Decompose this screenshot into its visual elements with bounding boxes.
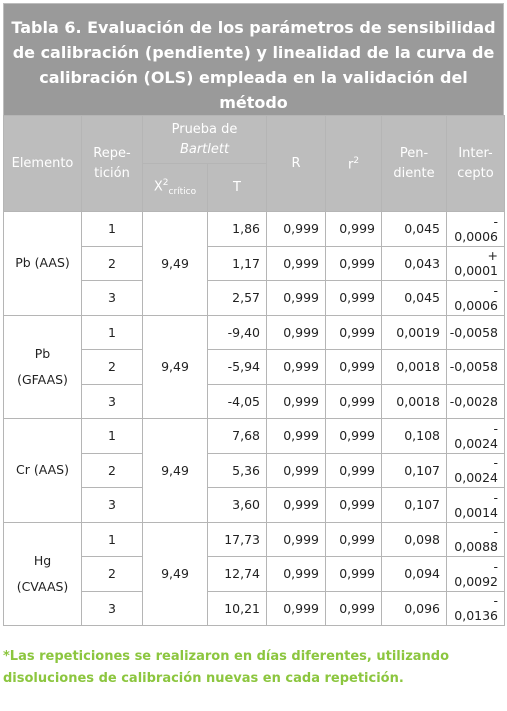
repeticion-cell: 3	[82, 281, 143, 316]
t-cell: 1,86	[208, 212, 267, 247]
pendiente-cell: 0,045	[382, 212, 447, 247]
header-r: R	[267, 116, 326, 212]
r-cell: 0,999	[267, 281, 326, 316]
t-cell: 17,73	[208, 522, 267, 557]
table-row	[4, 522, 505, 557]
r-cell: 0,999	[267, 488, 326, 523]
header-r2-label: r	[347, 157, 354, 173]
header-intercepto	[447, 116, 505, 212]
r2-cell: 0,999	[326, 522, 382, 557]
r2-cell: 0,999	[326, 246, 382, 281]
r-cell: 0,999	[267, 350, 326, 385]
header-t: T	[208, 164, 267, 212]
r2-cell: 0,999	[326, 315, 382, 350]
header-x2-sup: 2	[162, 178, 169, 189]
r-cell: 0,999	[267, 315, 326, 350]
element-cell	[4, 522, 82, 626]
element-name: Pb	[34, 345, 51, 361]
header-x2-label: X	[153, 179, 163, 195]
pendiente-cell: 0,043	[382, 246, 447, 281]
repeticion-cell: 1	[82, 212, 143, 247]
repeticion-cell: 3	[82, 488, 143, 523]
repeticion-cell: 2	[82, 350, 143, 385]
footnote: *Las repeticiones se realizaron en días diferentes, utilizando disoluciones de calibración nuevas en cada repetición.	[3, 649, 450, 686]
intercepto-cell: -0,0058	[447, 350, 505, 385]
intercepto-cell: - 0,0006	[447, 212, 505, 247]
table-body	[4, 212, 505, 626]
r-cell: 0,999	[267, 419, 326, 454]
repeticion-cell: 1	[82, 419, 143, 454]
intercepto-cell: + 0,0001	[447, 246, 505, 281]
repeticion-cell: 1	[82, 315, 143, 350]
repeticion-cell: 2	[82, 453, 143, 488]
repeticion-cell: 3	[82, 384, 143, 419]
header-x2-sub: crítico	[168, 186, 197, 197]
header-repeticion-label: Repe- tición	[93, 145, 131, 181]
r-cell: 0,999	[267, 384, 326, 419]
element-name: Pb (AAS)	[15, 255, 70, 271]
r-cell: 0,999	[267, 246, 326, 281]
intercepto-cell: - 0,0136	[447, 591, 505, 626]
header-repeticion	[82, 116, 143, 212]
t-cell: -4,05	[208, 384, 267, 419]
table-row	[4, 212, 505, 247]
pendiente-cell: 0,0019	[382, 315, 447, 350]
r-cell: 0,999	[267, 557, 326, 592]
intercepto-cell: - 0,0088	[447, 522, 505, 557]
r2-cell: 0,999	[326, 419, 382, 454]
r2-cell: 0,999	[326, 350, 382, 385]
header-pendiente	[382, 116, 447, 212]
header-intercepto-label: Inter- cepto	[457, 145, 494, 181]
repeticion-cell: 2	[82, 557, 143, 592]
repeticion-cell: 3	[82, 591, 143, 626]
t-cell: 2,57	[208, 281, 267, 316]
r-cell: 0,999	[267, 212, 326, 247]
table-row	[4, 419, 505, 454]
element-technique: (CVAAS)	[16, 578, 69, 594]
r2-cell: 0,999	[326, 281, 382, 316]
r2-cell: 0,999	[326, 212, 382, 247]
r-cell: 0,999	[267, 522, 326, 557]
intercepto-cell: - 0,0006	[447, 281, 505, 316]
element-name: Hg	[33, 552, 52, 568]
table-row	[4, 315, 505, 350]
header-pendiente-label: Pen- diente	[393, 145, 435, 181]
pendiente-cell: 0,098	[382, 522, 447, 557]
header-r2-sup: 2	[353, 156, 360, 167]
intercepto-cell: - 0,0014	[447, 488, 505, 523]
t-cell: 12,74	[208, 557, 267, 592]
pendiente-cell: 0,045	[382, 281, 447, 316]
pendiente-cell: 0,094	[382, 557, 447, 592]
intercepto-cell: - 0,0024	[447, 419, 505, 454]
table-container	[3, 3, 504, 626]
r2-cell: 0,999	[326, 557, 382, 592]
pendiente-cell: 0,108	[382, 419, 447, 454]
r2-cell: 0,999	[326, 384, 382, 419]
pendiente-cell: 0,107	[382, 453, 447, 488]
data-table	[3, 115, 505, 626]
header-prueba-label: Prueba de	[171, 121, 238, 137]
header-r2	[326, 116, 382, 212]
t-cell: -5,94	[208, 350, 267, 385]
x2-critico-cell: 9,49	[143, 522, 208, 626]
header-prueba-bartlett	[143, 116, 267, 164]
header-elemento: Elemento	[4, 116, 82, 212]
element-cell	[4, 419, 82, 523]
pendiente-cell: 0,0018	[382, 384, 447, 419]
intercepto-cell: -0,0028	[447, 384, 505, 419]
t-cell: 10,21	[208, 591, 267, 626]
pendiente-cell: 0,107	[382, 488, 447, 523]
t-cell: 3,60	[208, 488, 267, 523]
intercepto-cell: - 0,0024	[447, 453, 505, 488]
table-caption: Tabla 6. Evaluación de los parámetros de sensibilidad de calibración (pendiente) y linealidad de la curva de calibración (OLS) empleada en la validación del método	[3, 3, 504, 115]
t-cell: 7,68	[208, 419, 267, 454]
repeticion-cell: 2	[82, 246, 143, 281]
header-bartlett-label: Bartlett	[179, 141, 230, 157]
r-cell: 0,999	[267, 591, 326, 626]
t-cell: 5,36	[208, 453, 267, 488]
element-technique: (GFAAS)	[17, 371, 68, 387]
element-cell	[4, 212, 82, 316]
t-cell: 1,17	[208, 246, 267, 281]
pendiente-cell: 0,096	[382, 591, 447, 626]
x2-critico-cell: 9,49	[143, 315, 208, 419]
x2-critico-cell: 9,49	[143, 212, 208, 316]
header-x2-critico	[143, 164, 208, 212]
element-name: Cr (AAS)	[16, 462, 69, 478]
r2-cell: 0,999	[326, 488, 382, 523]
x2-critico-cell: 9,49	[143, 419, 208, 523]
repeticion-cell: 1	[82, 522, 143, 557]
intercepto-cell: - 0,0092	[447, 557, 505, 592]
t-cell: -9,40	[208, 315, 267, 350]
pendiente-cell: 0,0018	[382, 350, 447, 385]
element-cell	[4, 315, 82, 419]
r2-cell: 0,999	[326, 453, 382, 488]
r2-cell: 0,999	[326, 591, 382, 626]
r-cell: 0,999	[267, 453, 326, 488]
intercepto-cell: -0,0058	[447, 315, 505, 350]
